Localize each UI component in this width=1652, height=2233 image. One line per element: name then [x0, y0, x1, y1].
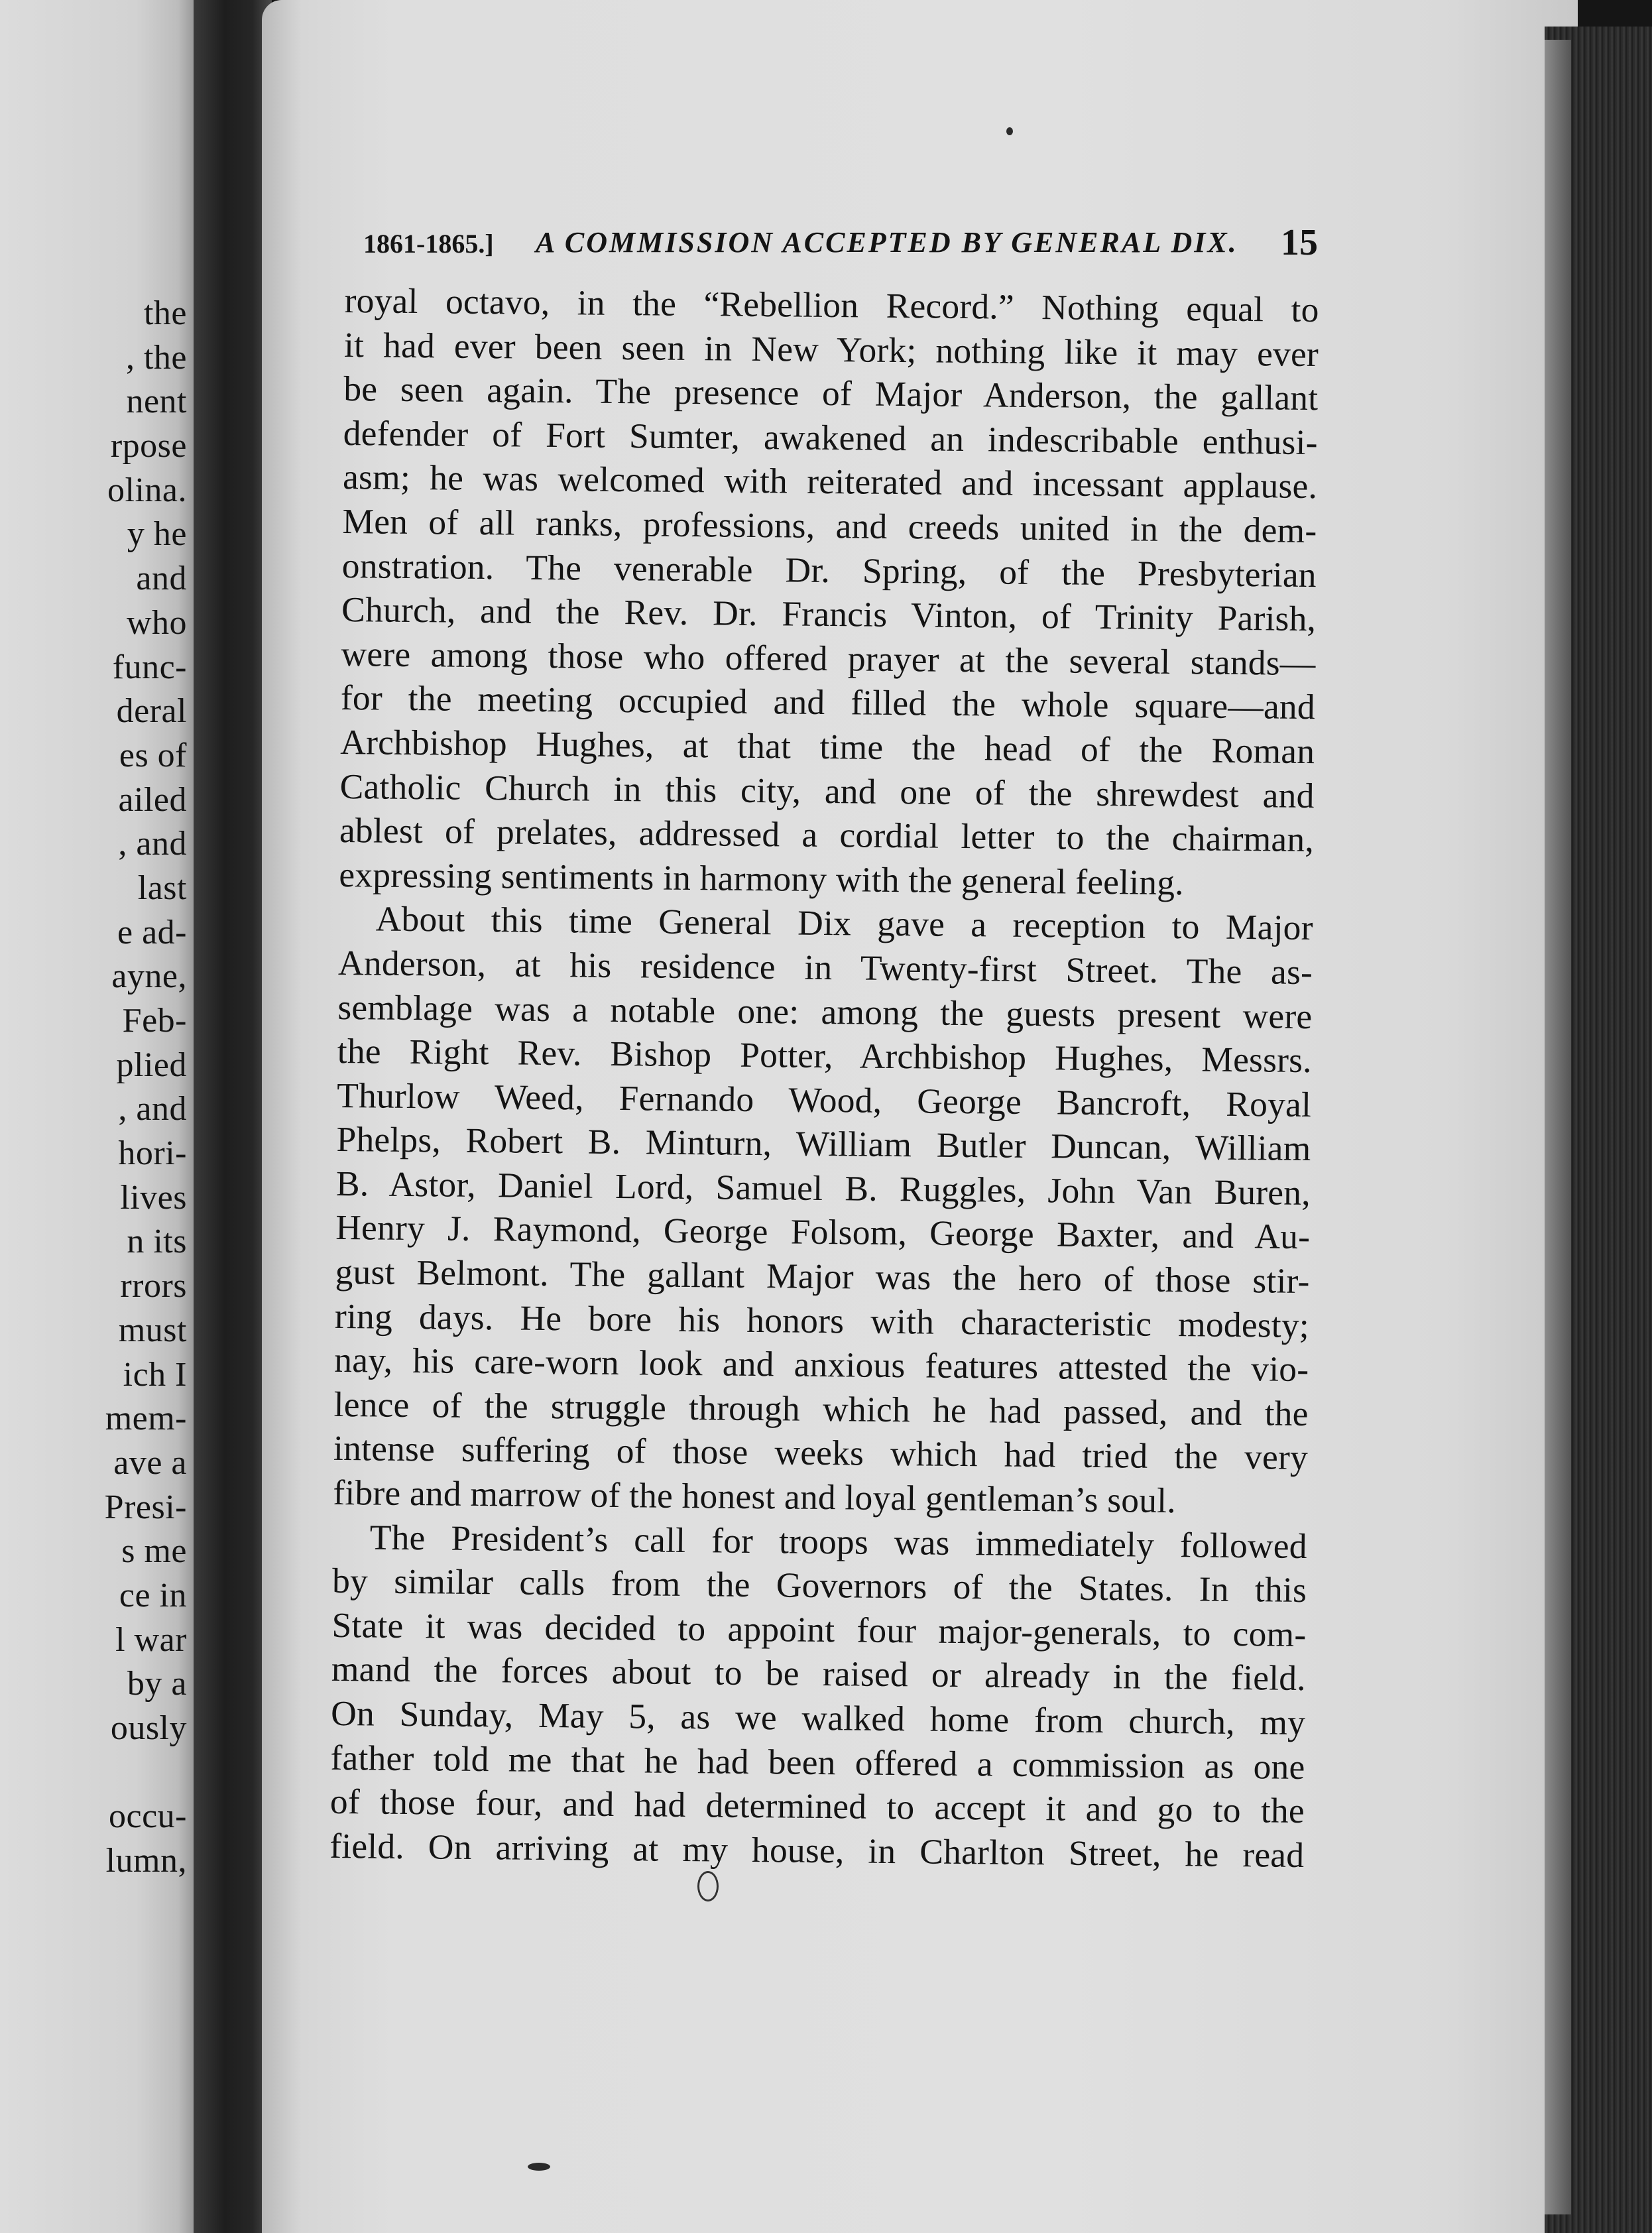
text-line: Catholic Church in this city, and one of the shrewdest and: [339, 766, 1315, 815]
body-text: [329, 278, 1319, 1877]
left-page-line: e ad-: [117, 913, 187, 951]
left-page-line: func-: [112, 648, 187, 686]
left-page-line: , the: [125, 338, 187, 377]
text-line: expressing sentiments in harmony with the general feeling.: [339, 854, 1185, 902]
left-page-line: es of: [119, 736, 187, 774]
left-page-line: occu-: [109, 1797, 187, 1836]
text-line: by similar calls from the Governors of the States. In this: [331, 1561, 1307, 1610]
left-page-line: hori-: [118, 1134, 187, 1173]
text-line: be seen again. The presence of Major Anderson, the gallant: [343, 369, 1319, 418]
left-page-line: deral: [116, 692, 187, 731]
text-line: royal octavo, in the “Rebellion Record.” Nothing equal to: [344, 280, 1319, 330]
left-page-line: rpose: [110, 427, 187, 465]
left-page-line: s me: [121, 1532, 187, 1571]
text-line: ablest of prelates, addressed a cordial letter to the chairman,: [339, 810, 1315, 860]
text-line: nay, his care-worn look and anxious features attested the vio-: [334, 1340, 1309, 1390]
left-page-line: by a: [127, 1665, 187, 1703]
book-gutter: [194, 0, 272, 2233]
left-page-line: , and: [118, 1090, 187, 1128]
text-line: Anderson, at his residence in Twenty-first Street. The as-: [337, 942, 1313, 992]
text-line: State it was decided to appoint four major-generals, to com-: [331, 1604, 1307, 1654]
scan-speck: [1006, 127, 1013, 135]
text-line: Phelps, Robert B. Minturn, William Butler Duncan, William: [336, 1119, 1311, 1169]
left-page-line: must: [118, 1311, 187, 1349]
left-page-line: nent: [126, 383, 187, 421]
left-page-line: lives: [120, 1178, 187, 1217]
text-line: were among those who offered prayer at the several stands—: [341, 633, 1316, 683]
text-line: asm; he was welcomed with reiterated and incessant applause.: [342, 457, 1318, 507]
left-page-line: last: [137, 869, 187, 907]
page-edge-shadow: [1545, 40, 1571, 2214]
left-page-line: y he: [127, 515, 187, 554]
text-line: of those four, and had determined to accept it and go to the: [329, 1781, 1305, 1831]
left-page-text: [8, 292, 194, 1884]
scan-speck: [697, 1871, 719, 1901]
left-page-line: the: [143, 294, 187, 332]
text-line: gust Belmont. The gallant Major was the hero of those stir-: [335, 1251, 1310, 1301]
text-line: B. Astor, Daniel Lord, Samuel B. Ruggles, John Van Buren,: [335, 1163, 1311, 1213]
text-line: Church, and the Rev. Dr. Francis Vinton, of Trinity Parish,: [341, 589, 1317, 639]
scan-speck: [528, 2163, 550, 2171]
text-line: fibre and marrow of the honest and loyal gentleman’s soul.: [333, 1472, 1177, 1521]
text-line: Men of all ranks, professions, and creeds united in the dem-: [342, 501, 1317, 551]
left-page-line: olina.: [107, 471, 187, 509]
text-line: mand the forces about to be raised or already in the field.: [331, 1649, 1307, 1699]
running-head-years: 1861-1865.]: [363, 229, 494, 259]
text-line: it had ever been seen in New York; nothing like it may ever: [343, 324, 1319, 374]
text-line: ring days. He bore his honors with characteristic modesty;: [334, 1296, 1310, 1345]
left-page-line: and: [136, 560, 187, 598]
text-line: defender of Fort Sumter, awakened an indescribable enthusi-: [343, 412, 1318, 462]
text-line: for the meeting occupied and filled the whole square—and: [340, 678, 1316, 727]
left-page-line: ailed: [118, 780, 187, 819]
text-line: On Sunday, May 5, as we walked home from church, my: [330, 1693, 1306, 1743]
text-line: field. On arriving at my house, in Charlton Street, he read: [329, 1825, 1305, 1875]
left-page-line: ayne,: [111, 957, 187, 996]
left-page-line: rrors: [120, 1267, 187, 1305]
text-line: Thurlow Weed, Fernando Wood, George Bancroft, Royal: [336, 1075, 1312, 1124]
text-line: The President’s call for troops was immediately followed: [369, 1517, 1308, 1566]
left-page-line: mem-: [105, 1400, 187, 1438]
left-page-line: n its: [127, 1223, 187, 1261]
text-line: the Right Rev. Bishop Potter, Archbishop Hughes, Messrs.: [337, 1031, 1313, 1081]
left-page-line: l war: [115, 1620, 187, 1659]
text-line: Henry J. Raymond, George Folsom, George Baxter, and Au-: [335, 1207, 1311, 1257]
left-page-line: ich I: [123, 1355, 187, 1394]
left-page-line: ously: [110, 1709, 187, 1747]
left-page-line: plied: [116, 1046, 187, 1084]
page-number: 15: [1281, 222, 1318, 263]
left-page-line: , and: [118, 825, 187, 863]
left-facing-page: [0, 0, 194, 2233]
left-page-line: ave a: [113, 1443, 187, 1482]
running-head: [363, 219, 1318, 272]
text-line: onstration. The venerable Dr. Spring, of the Presbyterian: [341, 545, 1317, 595]
left-page-line: who: [126, 603, 187, 642]
text-line: lence of the struggle through which he had passed, and the: [333, 1384, 1309, 1433]
left-page-line: Feb-: [122, 1002, 187, 1040]
text-line: Archbishop Hughes, at that time the head of the Roman: [340, 721, 1315, 772]
left-page-line: lumn,: [105, 1842, 187, 1880]
text-line: About this time General Dix gave a reception to Major: [375, 898, 1313, 948]
text-line: intense suffering of those weeks which had tried the very: [333, 1428, 1309, 1478]
left-page-line: ce in: [119, 1576, 187, 1614]
left-page-line: [8, 1751, 194, 1795]
running-head-title: A COMMISSION ACCEPTED BY GENERAL DIX.: [536, 226, 1238, 259]
text-line: father told me that he had been offered a commission as one: [330, 1737, 1305, 1787]
left-page-line: Presi-: [104, 1488, 187, 1526]
text-line: semblage was a notable one: among the guests present were: [337, 987, 1313, 1036]
